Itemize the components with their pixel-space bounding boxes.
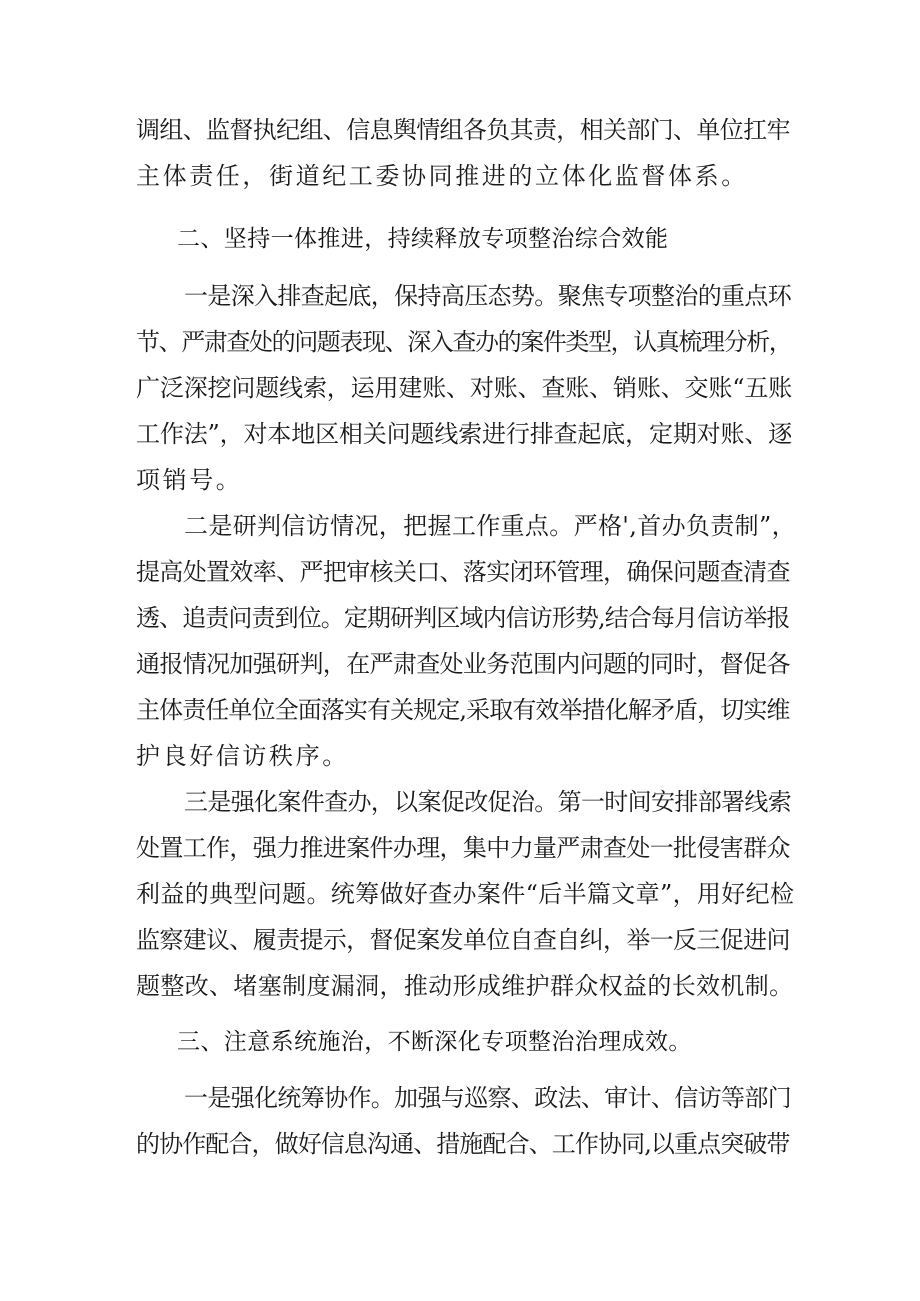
para-2-3-line-1: 三是强化案件查办，以案促改促治。第一时间安排部署线索 — [184, 788, 792, 816]
para-2-2-line-6: 护良好信访秩序。 — [136, 742, 349, 770]
para-2-1-line-5: 项销号。 — [136, 466, 243, 494]
para-2-2-line-1: 二是研判信访情况，把握工作重点。严格',首办负责制”， — [184, 512, 796, 540]
para-2-1-line-2: 节、严肃查处的问题表现、深入查办的案件类型，认真梳理分析， — [136, 328, 792, 356]
para-2-3-line-3: 利益的典型问题。统筹做好查办案件“后半篇文章”，用好纪检 — [136, 880, 795, 908]
section-3-heading: 三、注意系统施治，不断深化专项整治治理成效。 — [177, 1029, 692, 1055]
para-2-2-line-4: 通报情况加强研判，在严肃查处业务范围内问题的同时，督促各 — [136, 650, 790, 678]
para-2-2-line-2: 提高处置效率、严把审核关口、落实闭环管理，确保问题查清查 — [136, 558, 790, 586]
para-2-1-line-1: 一是深入排查起底，保持高压态势。聚焦专项整治的重点环 — [184, 282, 792, 310]
para-2-2-line-3: 透、追责问责到位。定期研判区域内信访形势,结合每月信访举报 — [136, 604, 790, 632]
para-2-2-line-5: 主体责任单位全面落实有关规定,采取有效举措化解矛盾，切实维 — [136, 696, 790, 724]
para-2-1-line-3: 广泛深挖问题线索，运用建账、对账、查账、销账、交账“五账 — [136, 374, 793, 402]
para-2-3-line-5: 题整改、堵塞制度漏洞，推动形成维护群众权益的长效机制。 — [136, 972, 794, 1000]
para-2-3-line-2: 处置工作，强力推进案件办理，集中力量严肃查处一批侵害群众 — [136, 834, 790, 862]
intro-line-1: 调组、监督执纪组、信息舆情组各负其责，相关部门、单位扛牢 — [136, 116, 790, 144]
para-3-1-line-1: 一是强化统筹协作。加强与巡察、政法、审计、信访等部门 — [184, 1084, 792, 1112]
para-3-1-line-2: 的协作配合，做好信息沟通、措施配合、工作协同,以重点突破带 — [136, 1130, 790, 1158]
section-2-heading: 二、坚持一体推进，持续释放专项整治综合效能 — [177, 226, 669, 252]
para-2-1-line-4: 工作法”，对本地区相关问题线索进行排查起底，定期对账、逐 — [136, 420, 793, 448]
para-2-3-line-4: 监察建议、履责提示，督促案发单位自查自纠，举一反三促进问 — [136, 926, 790, 954]
intro-line-2: 主体责任，街道纪工委协同推进的立体化监督体系。 — [136, 162, 748, 190]
